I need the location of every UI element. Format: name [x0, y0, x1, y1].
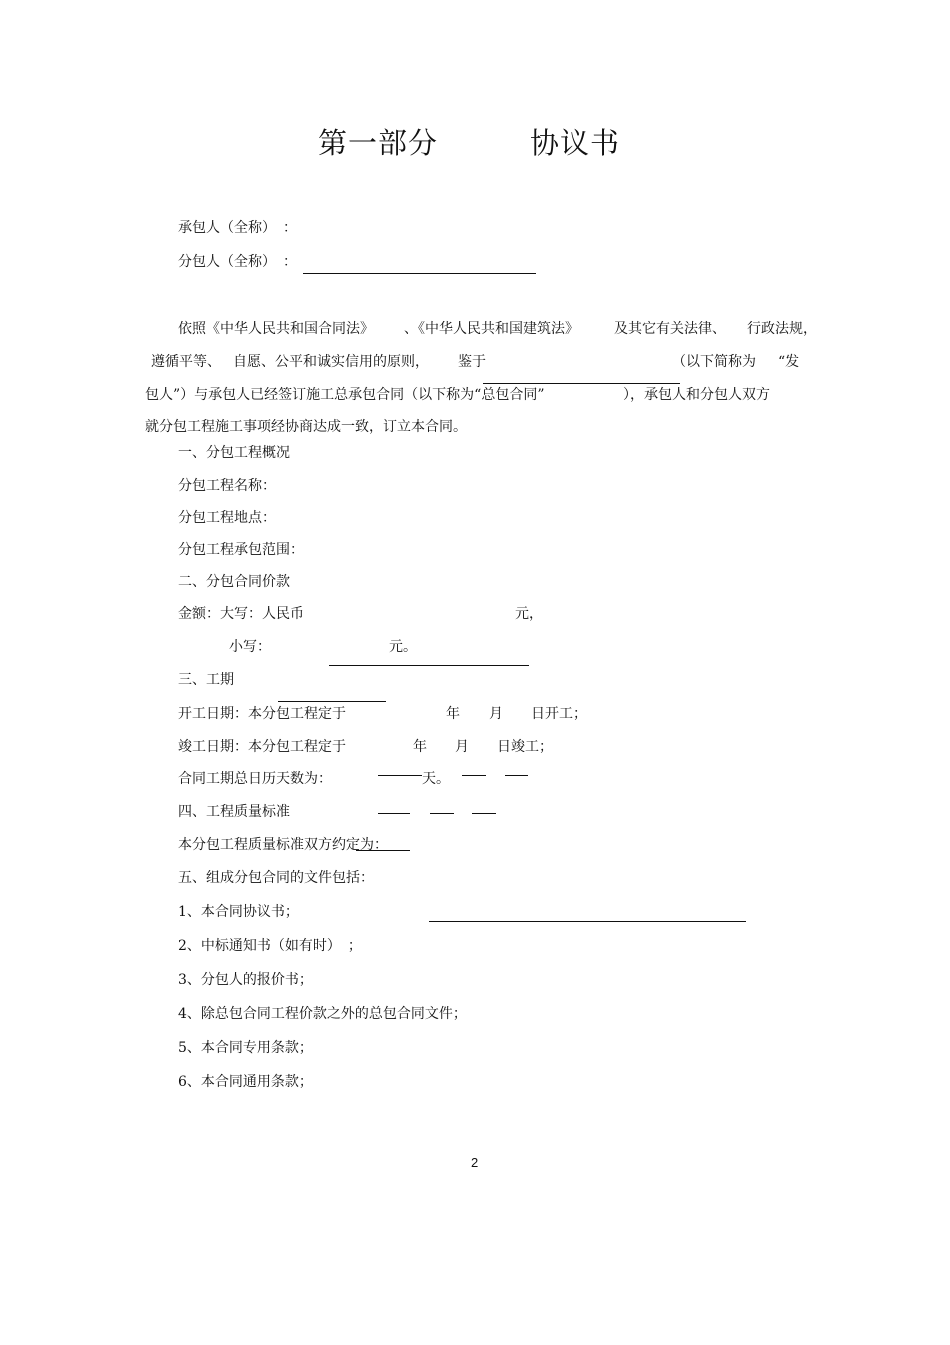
employer-underline — [483, 383, 680, 384]
quality-agreed-label: 本分包工程质量标准双方约定为： — [178, 837, 388, 853]
intro-line2-d: （以下简称为 — [672, 354, 756, 370]
intro-line2-e: “发 — [778, 354, 800, 370]
subcontractor-label: 分包人（全称） ： — [178, 254, 297, 270]
amount-words-label: 金额：大写：人民币 — [178, 606, 304, 622]
intro-line2-c: 鉴于 — [458, 354, 486, 370]
intro-line3-a: 包人”）与承包人已经签订施工总承包合同（以下称为“总包合同” — [145, 387, 545, 403]
quality-underline-3 — [472, 813, 496, 814]
schedule-underline — [278, 701, 386, 702]
days-underline-1 — [378, 775, 422, 776]
start-day: 日开工； — [531, 706, 587, 722]
section1-heading: 一、分包工程概况 — [178, 445, 290, 461]
part-title: 第一部分 — [318, 126, 439, 160]
amount-figures-label: 小写： — [229, 639, 271, 655]
intro-line4: 就分包工程施工事项经协商达成一致，订立本合同。 — [145, 419, 467, 435]
days-underline-2 — [462, 775, 486, 776]
document-item: 1、本合同协议书； — [178, 904, 299, 920]
project-name-label: 分包工程名称： — [178, 478, 276, 494]
end-month: 月 — [455, 739, 469, 755]
document-item: 4、除总包合同工程价款之外的总包合同文件； — [178, 1006, 467, 1022]
document-item: 3、分包人的报价书； — [178, 972, 313, 988]
document-item: 5、本合同专用条款； — [178, 1040, 313, 1056]
start-date-label: 开工日期：本分包工程定于 — [178, 706, 346, 722]
amount-figures-underline — [329, 665, 529, 666]
total-days-label: 合同工期总日历天数为： — [178, 771, 332, 787]
intro-line1-d: 行政法规， — [747, 321, 817, 337]
document-item-underline — [429, 921, 746, 922]
subcontractor-underline — [303, 273, 536, 274]
intro-line1-b: 、《中华人民共和国建筑法》 — [404, 321, 579, 337]
section3-heading: 三、工期 — [178, 672, 234, 688]
document-item: 2、中标通知书（如有时） ； — [178, 938, 362, 954]
days-underline-3 — [505, 775, 528, 776]
intro-line3-b: ），承包人和分包人双方 — [623, 387, 770, 403]
total-days-unit: 天。 — [422, 771, 450, 787]
intro-line1-a: 依照《中华人民共和国合同法》 — [178, 321, 374, 337]
section5-heading: 五、组成分包合同的文件包括： — [178, 870, 374, 886]
amount-figures-unit: 元。 — [389, 639, 417, 655]
document-item: 6、本合同通用条款； — [178, 1074, 313, 1090]
quality-underline-2 — [430, 813, 454, 814]
quality-agreed-underline — [356, 850, 410, 851]
quality-underline-1 — [378, 813, 410, 814]
end-day: 日竣工； — [497, 739, 553, 755]
section2-heading: 二、分包合同价款 — [178, 574, 290, 590]
section4-heading: 四、工程质量标准 — [178, 804, 290, 820]
project-location-label: 分包工程地点： — [178, 510, 276, 526]
project-scope-label: 分包工程承包范围： — [178, 542, 304, 558]
intro-line1-c: 及其它有关法律、 — [614, 321, 726, 337]
start-year: 年 — [446, 706, 460, 722]
start-month: 月 — [489, 706, 503, 722]
document-title: 协议书 — [530, 126, 621, 160]
intro-line2-a: 遵循平等、 — [151, 354, 221, 370]
contractor-label: 承包人（全称） ： — [178, 220, 297, 236]
page-number: 2 — [471, 1155, 479, 1170]
amount-words-unit: 元， — [515, 606, 543, 622]
end-date-label: 竣工日期：本分包工程定于 — [178, 739, 346, 755]
intro-line2-b: 自愿、公平和诚实信用的原则， — [233, 354, 429, 370]
end-year: 年 — [413, 739, 427, 755]
